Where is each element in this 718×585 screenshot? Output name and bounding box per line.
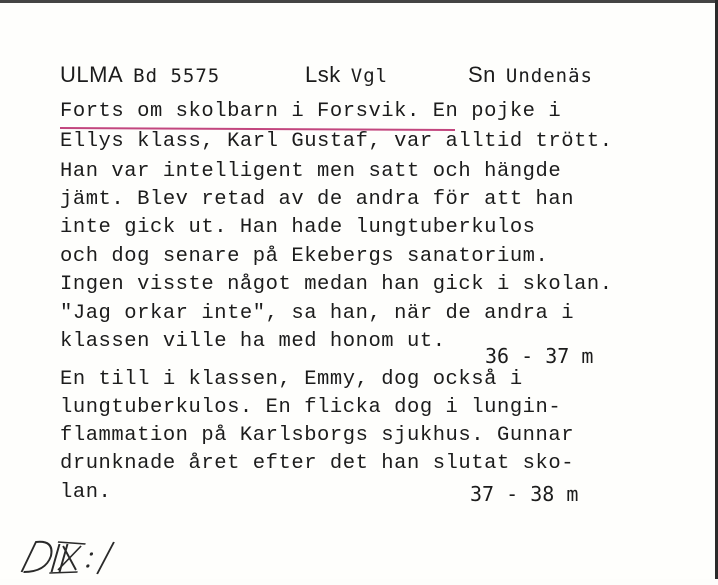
text-line: En till i klassen, Emmy, dog också i: [60, 368, 523, 391]
signature-mark: [17, 536, 136, 576]
text-line: klassen ville ha med honom ut.: [60, 330, 446, 353]
socken-value: Undenäs: [505, 65, 593, 87]
socken-key: Sn: [468, 62, 496, 87]
text-line: Ellys klass, Karl Gustaf, var alltid trött.: [60, 130, 613, 153]
text-line: Han var intelligent men satt och hängde: [60, 160, 562, 183]
landskap-field: [305, 62, 388, 89]
handwritten-signature: [15, 536, 135, 585]
text-line: jämt. Blev retad av de andra för att han: [60, 188, 575, 211]
page-reference-1: 36 - 37 m: [485, 344, 594, 368]
text-line: flammation på Karlsborgs sjukhus. Gunnar: [60, 424, 575, 447]
landskap-key: Lsk: [305, 62, 341, 87]
text-line: inte gick ut. Han hade lungtuberkulos: [60, 216, 536, 239]
page-reference-2: 37 - 38 m: [470, 482, 579, 506]
text-line: Forts om skolbarn i Forsvik. En pojke i: [60, 100, 562, 123]
landskap-value: Vgl: [350, 65, 389, 87]
archive-key: ULMA: [60, 62, 124, 87]
archive-value: Bd 5575: [133, 65, 221, 87]
text-line: "Jag orkar inte", sa han, när de andra i: [60, 302, 575, 325]
text-line: Ingen visste något medan han gick i skolan.: [60, 273, 613, 296]
text-line: lungtuberkulos. En flicka dog i lungin-: [60, 396, 562, 419]
archive-field: [60, 62, 220, 89]
card-top-edge: [0, 0, 718, 3]
text-line: lan.: [60, 481, 112, 504]
text-line: och dog senare på Ekebergs sanatorium.: [60, 245, 549, 268]
text-line: drunknade året efter det han slutat sko-: [60, 452, 575, 475]
card-header: [60, 62, 660, 92]
socken-field: [468, 62, 593, 89]
